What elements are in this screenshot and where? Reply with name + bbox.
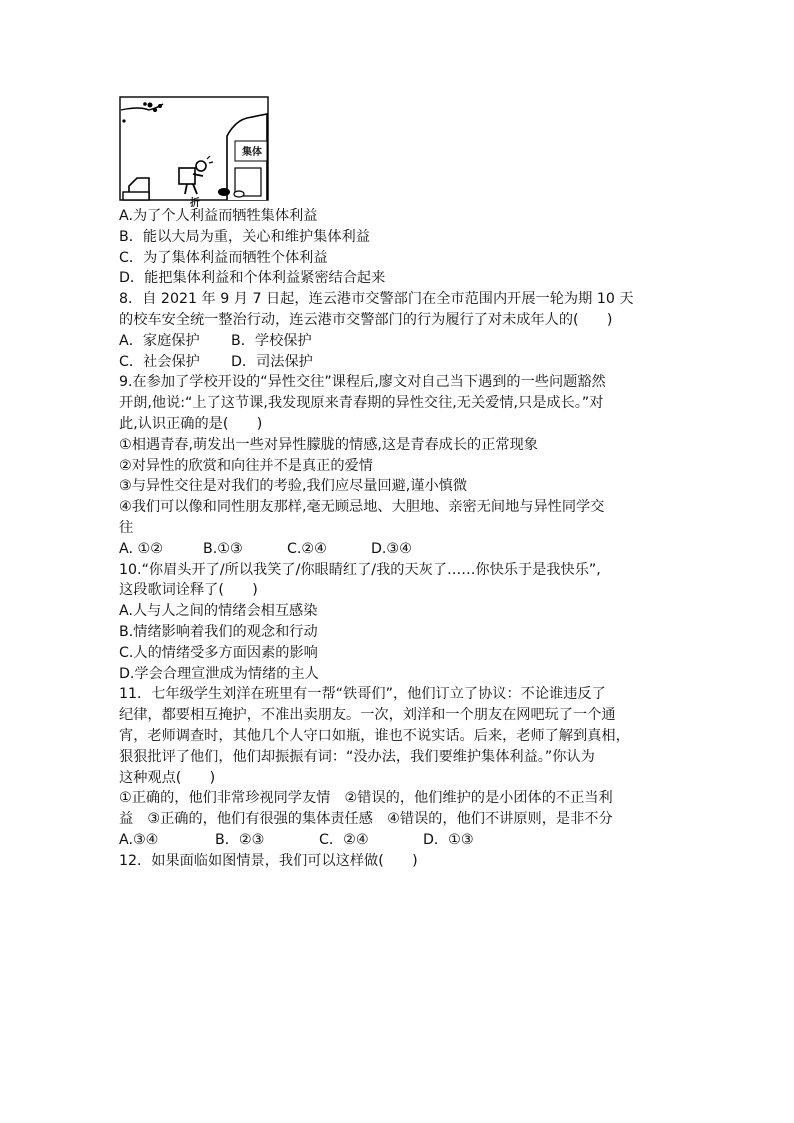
q7-option-d: D．能把集体利益和个体利益紧密结合起来 (119, 270, 386, 287)
q8-option-d: D．司法保护 (231, 353, 313, 370)
q7-option-a: A.为了个人利益而牺牲集体利益 (119, 208, 318, 224)
figure-caption: 折 (190, 198, 200, 209)
q9-stem-line-1: 9.在参加了学校开设的“异性交往”课程后,廖文对自己当下遇到的一些问题豁然 (119, 374, 606, 391)
q9-statement-2: ②对异性的欣赏和向往并不是真正的爱情 (119, 457, 373, 474)
q9-stem-line-3: 此,认识正确的是( ) (119, 415, 263, 432)
q8-option-c: C．社会保护 (119, 353, 200, 370)
q11-stem-line-1: 11．七年级学生刘洋在班里有一帮“铁哥们”，他们订立了协议：不论谁违反了 (119, 686, 606, 703)
q9-statement-4: ④我们可以像和同性朋友那样,毫无顾忌地、大胆地、亲密无间地与异性同学交 (119, 499, 605, 516)
q9-option-b: B.①③ (203, 540, 243, 557)
q10-option-d: D.学会合理宣泄成为情绪的主人 (119, 665, 319, 682)
cartoon-figure (119, 96, 269, 209)
q11-stem-line-3: 宵，老师调查时，其他几个人守口如瓶，谁也不说实话。后来，老师了解到真相， (119, 727, 630, 744)
q9-options (119, 539, 679, 560)
q11-option-a: A.③④ (119, 831, 159, 848)
q11-options (119, 830, 679, 851)
q10-stem-line-1: 10.“你眉头开了/所以我笑了/你眼睛红了/我的天灰了……你快乐于是我快乐”, (119, 561, 601, 578)
q10-option-a: A.人与人之间的情绪会相互感染 (119, 603, 318, 620)
sign-label: 集体 (242, 147, 262, 158)
q11-statements-line-2: 益 ③正确的，他们有很强的集体责任感 ④错误的，他们不讲原则，是非不分 (119, 811, 613, 828)
q10-stem-line-2: 这段歌词诠释了( ) (119, 582, 258, 599)
q11-option-c: C．②④ (319, 831, 369, 848)
q11-statements-line-1: ①正确的，他们非常珍视同学友情 ②错误的，他们维护的是小团体的不正当利 (119, 790, 613, 807)
q8-option-a: A．家庭保护 (119, 332, 200, 349)
q11-option-d: D．①③ (423, 831, 474, 848)
q11-stem-line-4: 狠狠批评了他们，他们却振振有词：“没办法，我们要维护集体利益。”你认为 (119, 748, 595, 765)
q9-option-c: C.②④ (287, 540, 327, 557)
q8-option-b: B．学校保护 (231, 332, 312, 349)
q9-statement-1: ①相遇青春,萌发出一些对异性朦胧的情感,这是青春成长的正常现象 (119, 436, 538, 453)
q9-statement-4-cont: 往 (119, 519, 134, 536)
q8-stem-line-2: 的校车安全统一整治行动，连云港市交警部门的行为履行了对未成年人的( ) (119, 311, 613, 328)
q9-statement-3: ③与异性交往是对我们的考验,我们应尽量回避,谨小慎微 (119, 478, 468, 495)
q8-options-row-1 (119, 331, 679, 352)
q10-option-b: B.情绪影响着我们的观念和行动 (119, 623, 318, 640)
q11-stem-line-5: 这种观点( ) (119, 769, 216, 786)
exam-page (119, 96, 679, 872)
q8-stem-line-1: 8．自 2021 年 9 月 7 日起，连云港市交警部门在全市范围内开展一轮为期 10 天 (119, 291, 634, 308)
q9-stem-line-2: 开朗,他说:“上了这节课,我发现原来青春期的异性交往,无关爱情,只是成长。”对 (119, 395, 604, 412)
q9-option-d: D.③④ (371, 540, 412, 557)
q11-option-b: B．②③ (215, 831, 265, 848)
q7-option-b: B．能以大局为重，关心和维护集体利益 (119, 228, 370, 245)
q12-stem: 12．如果面临如图情景，我们可以这样做( ) (119, 852, 418, 869)
q9-option-a: A. ①② (119, 540, 163, 557)
q8-options-row-2 (119, 352, 679, 373)
q7-option-c: C．为了集体利益而牺牲个体利益 (119, 249, 328, 266)
q10-option-c: C.人的情绪受多方面因素的影响 (119, 644, 318, 661)
q11-stem-line-2: 纪律，都要相互掩护，不准出卖朋友。一次，刘洋和一个朋友在网吧玩了一个通 (119, 707, 616, 724)
